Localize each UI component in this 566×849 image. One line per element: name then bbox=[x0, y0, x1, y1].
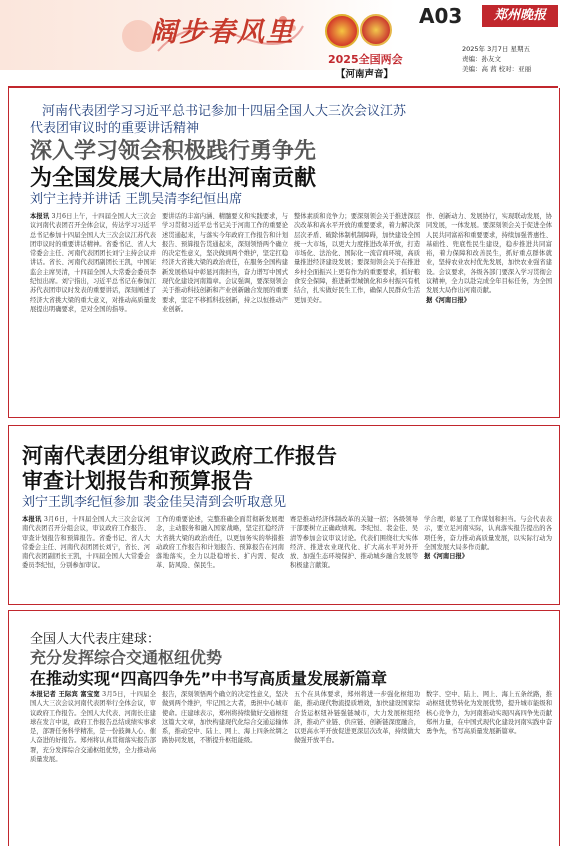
event-badge: 2025全国两会 bbox=[328, 53, 403, 66]
article-3-col-1-text: 3月5日，十四届全国人大三次会议河南代表团举行全体会议，审议政府工作报告。全国人大代表、河南长庄建球在发言中说，政府工作报告总结成绩实事求是，部署任务科学精准，是一份鼓舞人心、催人奋进的好报告。郑州将认真贯彻落实报告部署，充分发挥综合交通枢纽优势，全力推动高质量发展。 bbox=[30, 691, 156, 764]
article-1-kicker-2: 代表团审议时的重要讲话精神 bbox=[30, 121, 200, 136]
article-1-col-2-text: 要讲话的丰富内涵、精髓要义和实践要求，与学习贯彻习近平总书记关于河南工作的重要论述贯通起来，与落实今年政府工作报告和计划报告、预算报告贯通起来，深刻领悟两个确立的决定性意义，坚决做到两个维护，坚定扛稳经济大省挑大梁的政治责任，在服务全国构建新发展格局中彰显河南担当，奋力谱写中国式现代化建设河南篇章。会议强调，要深刻领会关于推动科技创新和产业创新融合发展的重要要求，坚定不移抓科技创新，持之以恒推动产业创新。 bbox=[162, 213, 288, 313]
article-1-col-1-text: 3月6日上午，十四届全国人大三次会议河南代表团召开全体会议，传达学习习近平总书记参加十四届全国人大三次会议江苏代表团审议时的重要讲话精神。省委书记、省人大常委会主任、河南代表团团长刘宁主持会议并讲话。省长、河南代表团副团长王凯，中国证监会主席吴清，十四届全国人大常委会委员李纪恒出席。刘宁指出，习近平总书记在参加江苏代表团审议时发表的重要讲话，深刻阐述了经济大省挑大梁的重大意义，对推动高质量发展提出明确要求，是对全国的指导。 bbox=[30, 213, 156, 313]
article-3-body bbox=[30, 690, 552, 840]
editor-line: 责编：孙友文 bbox=[462, 55, 501, 63]
page-number: A03 bbox=[419, 4, 463, 28]
article-1-headline-1: 深入学习领会积极践行勇争先 bbox=[30, 139, 317, 164]
article-2-col-2-text: 工作的重要论述，完整准确全面贯彻新发展理念，主动服务和融入国家战略，坚定扛稳经济大省挑大梁的政治责任，以更加务实的举措推动政府工作报告和计划报告、预算报告在河南落地落实，全力以赴稳增长、扩内需、促改革、防风险、保民生。 bbox=[156, 516, 284, 570]
section-tag: 【河南声音】 bbox=[336, 69, 394, 80]
newspaper-name: 郑州晚报 bbox=[482, 5, 558, 27]
article-1-col-3-text: 整体素质和竞争力；要深刻领会关于推进深层次改革和高水平开放的重要要求，着力解决深层次矛盾、破除体制机制障碍，加快建设全国统一大市场，以更大力度推进改革开放，打造市场化、法治化、国际化一流营商环境，高质量推进经济建设发展；要深刻领会关于在推进乡村全面振兴上更有作为的重要要求，抓好粮食安全保障，推进新型城镇化和乡村振兴有机结合，扎实做好民生工作，确保人民群众生活更加美好。 bbox=[294, 213, 420, 304]
article-1-lead: 本报讯 bbox=[30, 213, 50, 220]
article-2-col-1-text: 3月6日，十四届全国人大三次会议河南代表团召开分组会议，审议政府工作报告、审查计划报告和预算报告。省委书记、省人大常委会主任、河南代表团团长刘宁，省长、河南代表团副团长王凯，十四届全国人大常委会委员李纪恒，分别参加审议。 bbox=[22, 516, 150, 570]
article-1-col-4 bbox=[426, 212, 552, 412]
article-3-lead: 本报记者 王际宾 富宝宽 bbox=[30, 691, 100, 698]
article-2-headline-2: 审查计划报告和预算报告 bbox=[22, 469, 253, 493]
article-2-col-3-text: 赛是推动经济体制改革的关键一招；各级领导干部要树立正确政绩观。李纪恒、裴金佳、吴清等参加会议审议讨论。代表们围绕壮大实体经济、推进农业现代化、扩大高水平对外开放、加强生态环境保护、推动城乡融合发展等积极建言献策。 bbox=[290, 516, 418, 570]
national-emblem-icon bbox=[325, 14, 359, 48]
article-2-col-2 bbox=[156, 515, 284, 600]
article-1-source: 据《河南日报》 bbox=[426, 296, 471, 304]
article-3-kicker: 全国人大代表庄建球： bbox=[30, 632, 161, 647]
article-1-body bbox=[30, 212, 552, 412]
page-header bbox=[0, 0, 566, 82]
article-3-headline-2: 在推动实现“四高四争先”中书写高质量发展新篇章 bbox=[30, 669, 388, 688]
article-2-col-4 bbox=[424, 515, 552, 600]
article-1-col-1 bbox=[30, 212, 156, 412]
article-1-col-4-text: 作、创新动力、发展协行，实现联动发展，协同发展，一体发展。要深刻领会关于促进全体人民共同富裕和重要要求，持续加强普惠性、基础性、兜底性民生建设，稳步推进共同富裕，着力保障和改善民生，抓好重点群体就业，坚持农业农村优先发展，加快农业强省建设。会议要求，各级各部门要深入学习贯彻会议精神，全力以赴完成全年目标任务，为全国发展大局作出河南贡献。 bbox=[426, 213, 552, 295]
article-2-col-4-text: 学合理，彰显了工作谋划和担当。与会代表表示，要立足河南实际，认真落实报告提出的各项任务，奋力推动高质量发展，以实际行动为全国发展大局多作贡献。 bbox=[424, 516, 552, 551]
article-3-col-4-text: 数字、空中、陆上、网上、海上五条丝路，推动枢纽优势转化为发展优势，提升城市能级和核心竞争力，为河南推动实现四高四争先贡献郑州力量，在中国式现代化建设河南实践中奋勇争先，书写高质量发展新篇章。 bbox=[426, 691, 552, 736]
article-3-col-2 bbox=[162, 690, 288, 840]
article-1-headline-2: 为全国发展大局作出河南贡献 bbox=[30, 166, 317, 191]
article-2-col-1 bbox=[22, 515, 150, 600]
article-1-subhead: 刘宁主持并讲话 王凯吴清李纪恒出席 bbox=[30, 192, 243, 207]
article-1-kicker: 河南代表团学习习近平总书记参加十四届全国人大三次会议江苏 bbox=[42, 104, 407, 119]
date-line: 2025年 3月7日 星期五 bbox=[462, 45, 530, 53]
article-2-lead: 本报讯 bbox=[22, 516, 42, 523]
article-2-source: 据《河南日报》 bbox=[424, 553, 469, 561]
article-3-col-4 bbox=[426, 690, 552, 840]
article-2-headline-1: 河南代表团分组审议政府工作报告 bbox=[22, 444, 337, 468]
cppcc-emblem-icon bbox=[360, 14, 392, 46]
article-2-col-3 bbox=[290, 515, 418, 600]
article-2-subhead: 刘宁王凯李纪恒参加 裴金佳吴清到会听取意见 bbox=[22, 495, 287, 510]
article-3-col-3 bbox=[294, 690, 420, 840]
article-3-headline-1: 充分发挥综合交通枢纽优势 bbox=[30, 648, 223, 667]
article-1-col-2 bbox=[162, 212, 288, 412]
article-3-col-1 bbox=[30, 690, 156, 840]
article-1-col-3 bbox=[294, 212, 420, 412]
article-2-body bbox=[22, 515, 552, 600]
art-editor-line: 美编：高 茜 校对：亚丽 bbox=[462, 65, 532, 73]
article-3-col-2-text: 报告，深刻领悟两个确立的决定性意义，坚决做到两个维护，牢记国之大者，勇担中心城市使命。庄建球表示，郑州将持续做好交通枢纽这篇大文章，加快构建现代化综合交通运输体系，推动空中、陆上、网上、海上四条丝绸之路协同发展，不断提升枢纽能级。 bbox=[162, 691, 288, 745]
column-logo: 阔步春风里 bbox=[150, 17, 295, 48]
article-3-col-3-text: 五个在具体要求，郑州将进一步强化枢纽功能，推动现代物流提质增效，加快建设国家综合货运枢纽补链强链城市，大力发展枢纽经济，推动产业链、供应链、创新链深度融合，以更高水平开放促进更深层次改革，持续做大做强开放平台。 bbox=[294, 691, 420, 745]
